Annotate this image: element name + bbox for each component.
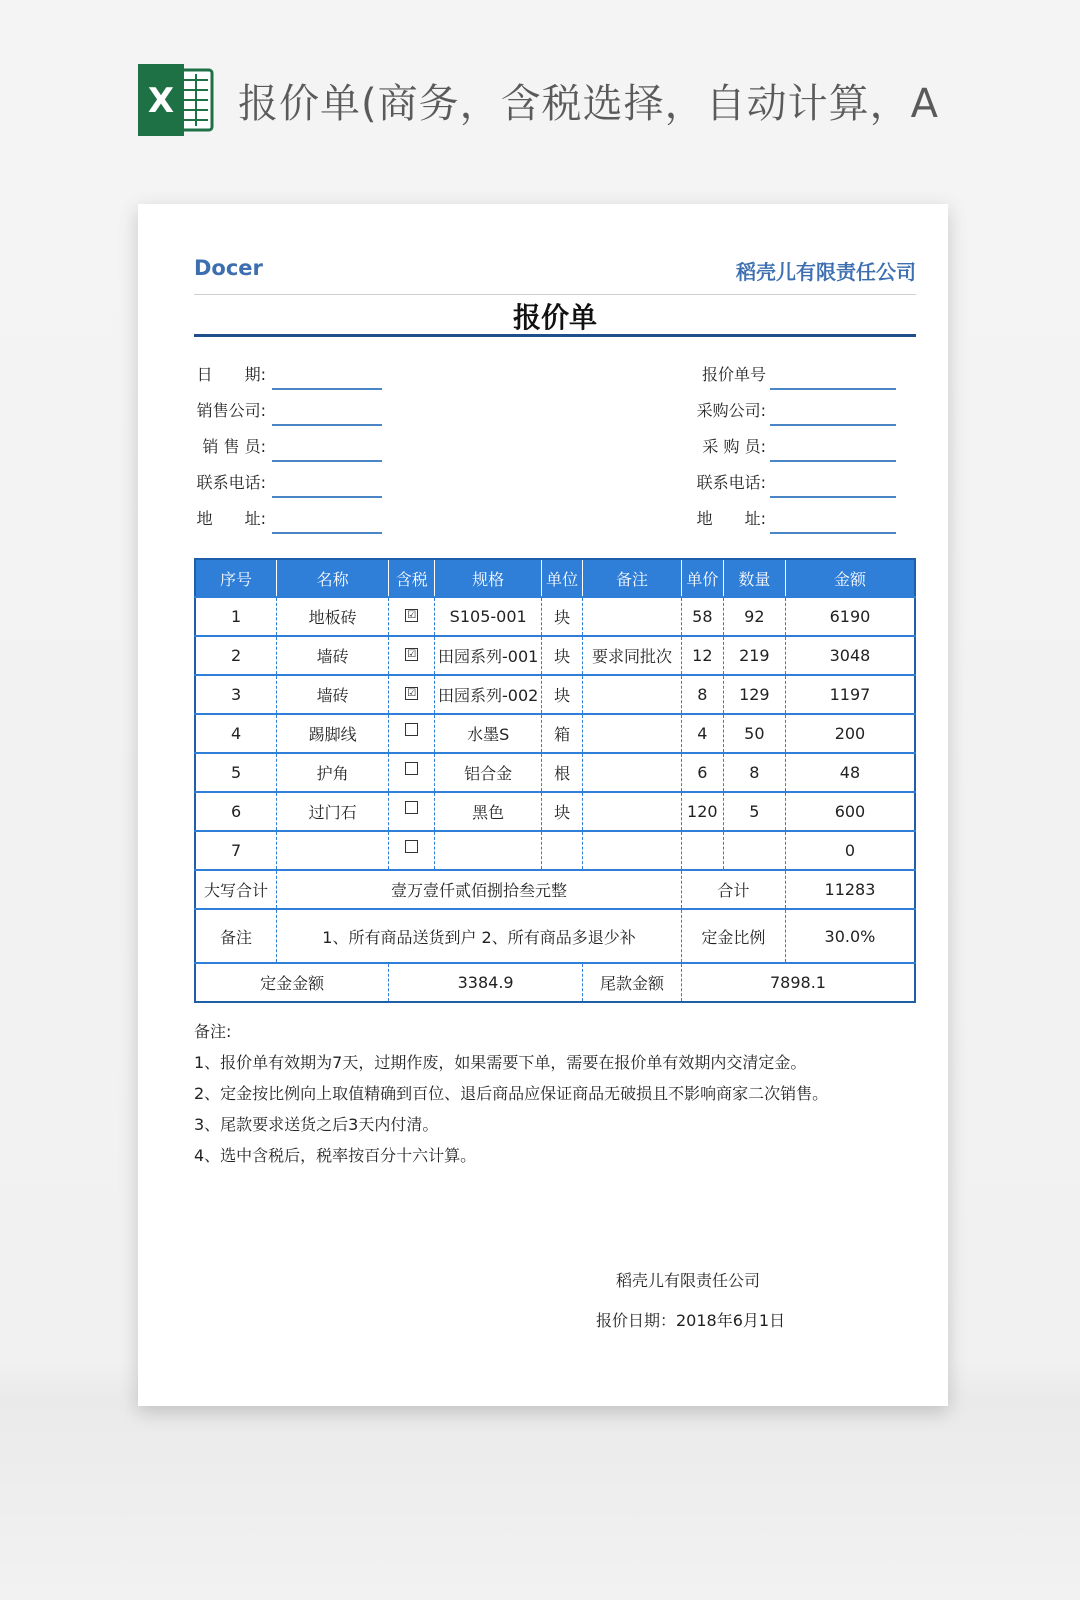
- purchase-address-label: 地 址:: [696, 509, 766, 528]
- capital-total-label: 大写合计: [195, 870, 277, 909]
- sales-phone-label: 联系电话:: [196, 473, 266, 492]
- footer-company: 稻壳儿有限责任公司: [616, 1271, 761, 1290]
- tax-checkbox[interactable]: [405, 840, 418, 853]
- cell-qty[interactable]: 8: [723, 753, 785, 792]
- cell-amount: 600: [785, 792, 915, 831]
- cell-no[interactable]: 7: [195, 831, 277, 870]
- cell-amount: 6190: [785, 597, 915, 636]
- cell-name[interactable]: [277, 831, 389, 870]
- cell-spec[interactable]: 田园系列-001: [435, 636, 542, 675]
- cell-qty[interactable]: 92: [723, 597, 785, 636]
- table-row: [195, 714, 915, 753]
- sales-address-field[interactable]: [272, 532, 382, 534]
- banner-title: 报价单(商务，含税选择，自动计算，A: [238, 81, 939, 127]
- cell-unit[interactable]: 块: [542, 597, 583, 636]
- col-header-qty: 数量: [723, 559, 785, 597]
- header-divider: [194, 294, 916, 295]
- cell-spec[interactable]: S105-001: [435, 597, 542, 636]
- cell-amount: 48: [785, 753, 915, 792]
- excel-icon: [138, 64, 216, 136]
- cell-qty[interactable]: 129: [723, 675, 785, 714]
- quotation-sheet: [138, 204, 948, 1406]
- notes-title: 备注:: [194, 1022, 232, 1041]
- purchaser-label: 采 购 员:: [702, 437, 766, 456]
- col-header-note: 备注: [583, 559, 682, 597]
- col-header-price: 单价: [681, 559, 723, 597]
- brand-logo: Docer: [194, 256, 263, 280]
- remark-row: [195, 909, 915, 963]
- cell-name[interactable]: 护角: [277, 753, 389, 792]
- cell-unit[interactable]: 块: [542, 792, 583, 831]
- payment-row: [195, 963, 915, 1002]
- note-item: 2、定金按比例向上取值精确到百位、退后商品应保证商品无破损且不影响商家二次销售。: [194, 1084, 829, 1103]
- deposit-amount-label: 定金金额: [195, 963, 389, 1002]
- cell-note[interactable]: [583, 714, 682, 753]
- sales-company-field[interactable]: [272, 424, 382, 426]
- cell-unit[interactable]: [542, 831, 583, 870]
- cell-price[interactable]: 6: [681, 753, 723, 792]
- tax-checkbox[interactable]: [405, 801, 418, 814]
- purchaser-field[interactable]: [770, 460, 896, 462]
- table-row: [195, 636, 915, 675]
- salesperson-field[interactable]: [272, 460, 382, 462]
- deposit-ratio-value[interactable]: 30.0%: [785, 909, 915, 963]
- balance-amount-label: 尾款金额: [583, 963, 682, 1002]
- quotation-table: [194, 558, 916, 1003]
- remark-label: 备注: [195, 909, 277, 963]
- tax-checkbox[interactable]: ☑: [405, 609, 418, 622]
- svg-text:X: X: [147, 81, 175, 121]
- purchase-company-field[interactable]: [770, 424, 896, 426]
- cell-no[interactable]: 6: [195, 792, 277, 831]
- table-row: [195, 675, 915, 714]
- balance-amount-value: 7898.1: [681, 963, 915, 1002]
- table-header-row: [195, 559, 915, 597]
- sales-address-label: 地 址:: [196, 509, 266, 528]
- tax-checkbox[interactable]: [405, 723, 418, 736]
- remark-value[interactable]: 1、所有商品送货到户 2、所有商品多退少补: [277, 909, 682, 963]
- cell-spec[interactable]: 铝合金: [435, 753, 542, 792]
- cell-name[interactable]: 地板砖: [277, 597, 389, 636]
- cell-no[interactable]: 3: [195, 675, 277, 714]
- cell-amount: 1197: [785, 675, 915, 714]
- cell-spec[interactable]: 水墨S: [435, 714, 542, 753]
- cell-amount: 3048: [785, 636, 915, 675]
- cell-note[interactable]: [583, 675, 682, 714]
- cell-unit[interactable]: 块: [542, 675, 583, 714]
- cell-note[interactable]: [583, 831, 682, 870]
- banner: [138, 60, 1038, 140]
- cell-spec[interactable]: 黑色: [435, 792, 542, 831]
- table-row: [195, 792, 915, 831]
- note-item: 3、尾款要求送货之后3天内付清。: [194, 1115, 439, 1134]
- cell-name[interactable]: 墙砖: [277, 636, 389, 675]
- cell-qty[interactable]: [723, 831, 785, 870]
- deposit-amount-value: 3384.9: [389, 963, 583, 1002]
- sales-phone-field[interactable]: [272, 496, 382, 498]
- col-header-name: 名称: [277, 559, 389, 597]
- cell-price[interactable]: 12: [681, 636, 723, 675]
- cell-qty[interactable]: 5: [723, 792, 785, 831]
- capital-total-value: 壹万壹仟贰佰捌拾叁元整: [277, 870, 682, 909]
- cell-name[interactable]: 踢脚线: [277, 714, 389, 753]
- purchase-company-label: 采购公司:: [696, 401, 766, 420]
- tax-checkbox[interactable]: ☑: [405, 648, 418, 661]
- cell-note[interactable]: [583, 792, 682, 831]
- cell-no[interactable]: 1: [195, 597, 277, 636]
- tax-checkbox[interactable]: [405, 762, 418, 775]
- cell-price[interactable]: [681, 831, 723, 870]
- cell-no[interactable]: 2: [195, 636, 277, 675]
- cell-amount: 0: [785, 831, 915, 870]
- note-item: 1、报价单有效期为7天，过期作废，如果需要下单，需要在报价单有效期内交清定金。: [194, 1053, 807, 1072]
- quote-number-label: 报价单号: [701, 365, 766, 384]
- sales-company-label: 销售公司:: [196, 401, 266, 420]
- col-header-spec: 规格: [435, 559, 542, 597]
- date-field[interactable]: [272, 388, 382, 390]
- cell-note[interactable]: [583, 753, 682, 792]
- table-row: [195, 597, 915, 636]
- title-underline: [194, 334, 916, 337]
- tax-checkbox[interactable]: ☑: [405, 687, 418, 700]
- cell-spec[interactable]: 田园系列-002: [435, 675, 542, 714]
- cell-qty[interactable]: 50: [723, 714, 785, 753]
- cell-name[interactable]: 墙砖: [277, 675, 389, 714]
- purchase-address-field[interactable]: [770, 532, 896, 534]
- document-title: 报价单: [512, 301, 597, 334]
- purchase-phone-label: 联系电话:: [696, 473, 766, 492]
- company-name: 稻壳儿有限责任公司: [736, 260, 916, 284]
- table-row: [195, 753, 915, 792]
- total-label: 合计: [681, 870, 785, 909]
- table-row: [195, 831, 915, 870]
- cell-price[interactable]: 58: [681, 597, 723, 636]
- notes-section: [194, 1016, 828, 1171]
- total-value: 11283: [785, 870, 915, 909]
- cell-qty[interactable]: 219: [723, 636, 785, 675]
- cell-price[interactable]: 4: [681, 714, 723, 753]
- salesperson-label: 销 售 员:: [202, 437, 266, 456]
- cell-unit[interactable]: 根: [542, 753, 583, 792]
- cell-price[interactable]: 120: [681, 792, 723, 831]
- cell-spec[interactable]: [435, 831, 542, 870]
- cell-price[interactable]: 8: [681, 675, 723, 714]
- col-header-amount: 金额: [785, 559, 915, 597]
- note-item: 4、选中含税后，税率按百分十六计算。: [194, 1146, 477, 1165]
- quote-number-field[interactable]: [770, 388, 896, 390]
- capital-total-row: [195, 870, 915, 909]
- cell-unit[interactable]: 箱: [542, 714, 583, 753]
- purchase-phone-field[interactable]: [770, 496, 896, 498]
- col-header-unit: 单位: [542, 559, 583, 597]
- cell-no[interactable]: 5: [195, 753, 277, 792]
- deposit-ratio-label: 定金比例: [681, 909, 785, 963]
- col-header-no: 序号: [195, 559, 277, 597]
- cell-note[interactable]: [583, 597, 682, 636]
- cell-note[interactable]: 要求同批次: [583, 636, 682, 675]
- cell-amount: 200: [785, 714, 915, 753]
- cell-no[interactable]: 4: [195, 714, 277, 753]
- col-header-tax: 含税: [389, 559, 435, 597]
- cell-unit[interactable]: 块: [542, 636, 583, 675]
- footer-date: 报价日期：2018年6月1日: [596, 1311, 786, 1330]
- date-label: 日 期:: [196, 365, 266, 384]
- cell-name[interactable]: 过门石: [277, 792, 389, 831]
